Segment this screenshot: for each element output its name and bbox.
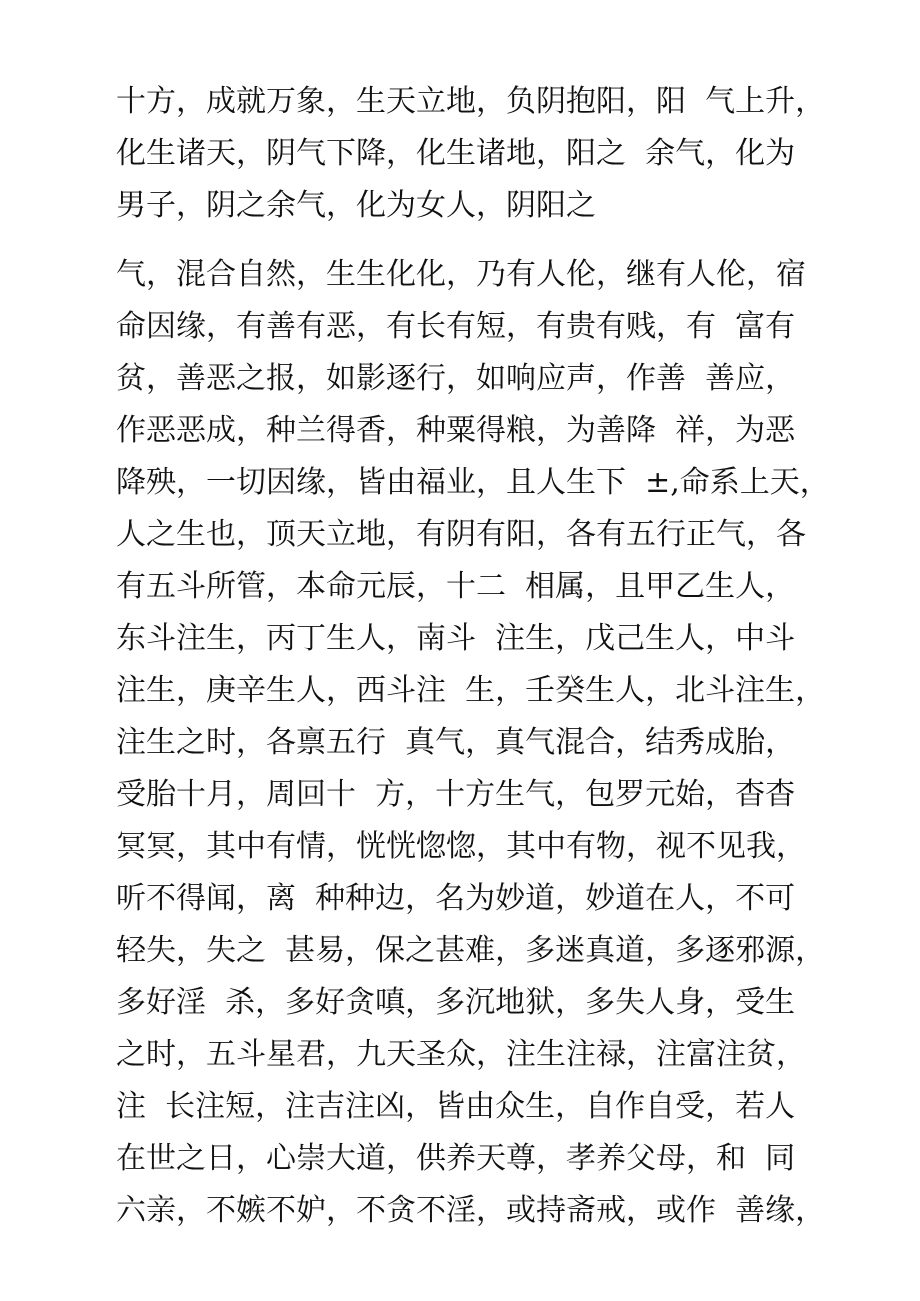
paragraph-2 <box>116 249 830 1237</box>
text-line: 注生，庚辛生人，西斗注 生，壬癸生人，北斗注生， <box>116 673 826 708</box>
text-line: 注生之时，各禀五行 真气，真气混合，结秀成胎， <box>116 725 796 760</box>
text-line: 十方，成就万象，生天立地，负阴抱阳，阳 气上升， <box>116 84 826 119</box>
text-line: 化生诸天，阴气下降，化生诸地，阳之 余气，化为 <box>116 136 796 171</box>
text-line: 东斗注生，丙丁生人，南斗 注生，戊己生人，中斗 <box>116 621 796 656</box>
paragraph-1 <box>116 76 826 232</box>
text-line: 命因缘，有善有恶，有长有短，有贵有贱，有 富有 <box>116 309 796 344</box>
text-line: 作恶恶成，种兰得香，种粟得粮，为善降 祥，为恶 <box>116 413 796 448</box>
text-line: 轻失，失之 甚易，保之甚难，多迷真道，多逐邪源， <box>116 933 826 968</box>
text-line: 贫，善恶之报，如影逐行，如响应声，作善 善应， <box>116 361 796 396</box>
text-line: 气，混合自然，生生化化，乃有人伦，继有人伦，宿 <box>116 257 806 292</box>
text-line: 注 长注短，注吉注凶，皆由众生，自作自受，若人 <box>116 1089 796 1124</box>
text-line: 冥冥，其中有情，恍恍惚惚，其中有物，视不见我， <box>116 829 806 864</box>
text-line: 降殃，一切因缘，皆由福业，且人生下 ±,命系上天， <box>116 465 830 500</box>
text-line: 六亲，不嫉不妒，不贪不淫，或持斋戒，或作 善缘， <box>116 1193 826 1228</box>
text-line: 受胎十月，周回十 方，十方生气，包罗元始，杳杳 <box>116 777 796 812</box>
text-line: 男子，阴之余气，化为女人，阴阳之 <box>116 188 596 223</box>
text-line: 多好淫 杀，多好贪嗔，多沉地狱，多失人身，受生 <box>116 985 796 1020</box>
text-line: 之时，五斗星君，九天圣众，注生注禄，注富注贫， <box>116 1037 806 1072</box>
text-line: 有五斗所管，本命元辰，十二 相属，且甲乙生人， <box>116 569 796 604</box>
text-line: 听不得闻，离 种种边，名为妙道，妙道在人，不可 <box>116 881 796 916</box>
text-line: 在世之日，心崇大道，供养天尊，孝养父母，和 同 <box>116 1141 796 1176</box>
text-line: 人之生也，顶天立地，有阴有阳，各有五行正气，各 <box>116 517 806 552</box>
